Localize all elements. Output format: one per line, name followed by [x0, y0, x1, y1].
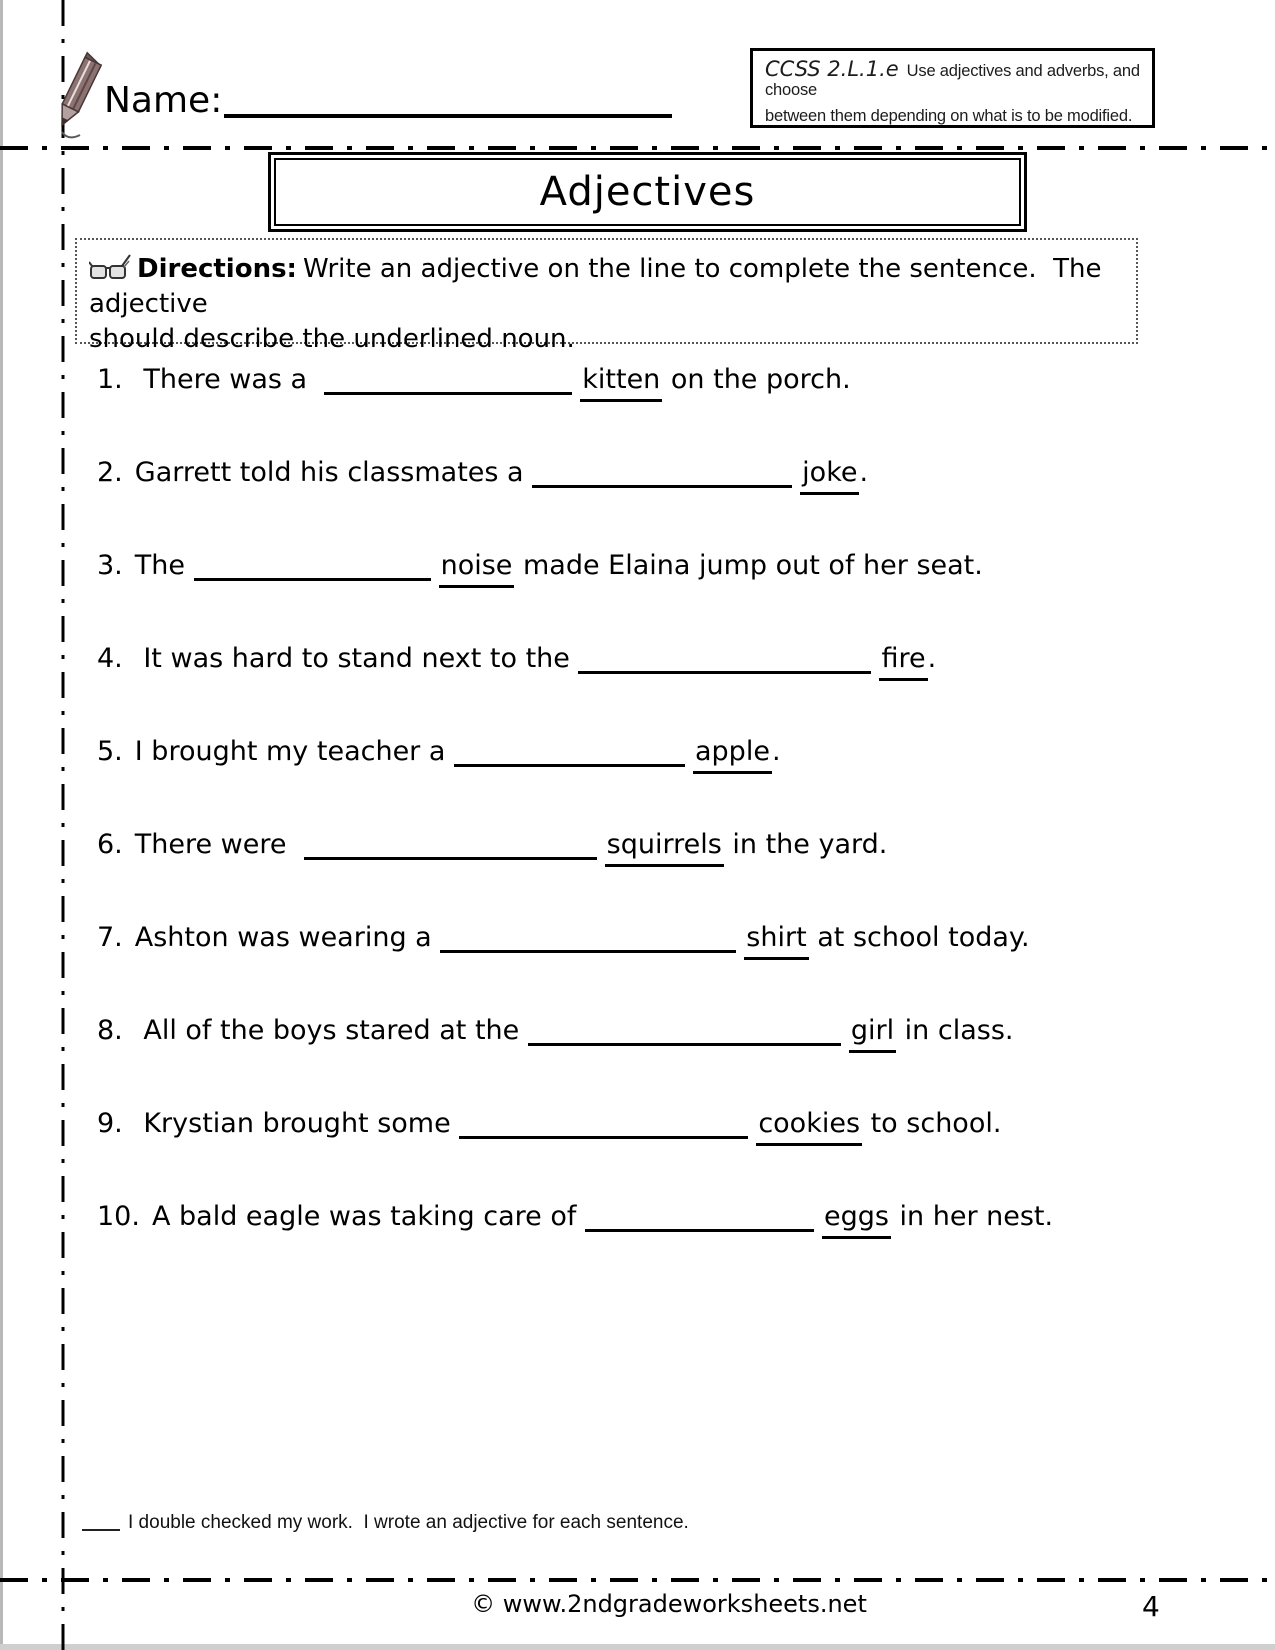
page-title: Adjectives [539, 169, 756, 215]
title-box [268, 152, 1027, 232]
question-list [97, 362, 1189, 1292]
answer-blank[interactable] [578, 647, 871, 674]
underlined-noun: fire [879, 641, 927, 681]
question-text-post: on the porch. [662, 364, 851, 395]
question-row-1 [97, 362, 1189, 402]
underlined-noun: cookies [756, 1106, 862, 1146]
underlined-noun: shirt [744, 920, 808, 960]
page-left-edge [0, 0, 3, 1650]
page-number: 4 [1142, 1590, 1160, 1623]
question-text-pre: Garrett told his classmates a [134, 457, 533, 488]
answer-blank[interactable] [532, 461, 792, 488]
question-text-pre: There was a [134, 364, 325, 395]
directions-box [75, 238, 1138, 354]
directions-label: Directions: [137, 254, 297, 284]
answer-blank[interactable] [454, 740, 685, 767]
self-check-blank[interactable] [82, 1517, 120, 1531]
underlined-noun: girl [849, 1013, 896, 1053]
self-check-row [82, 1512, 689, 1534]
question-text-post: to school. [862, 1108, 1002, 1139]
question-text-post: in the yard. [723, 829, 888, 860]
question-text-pre: The [134, 550, 194, 581]
question-row-10 [97, 1199, 1189, 1239]
question-text-pre: There were [134, 829, 304, 860]
ccss-code: CCSS 2.L.1.e [765, 57, 899, 81]
ccss-line1 [765, 57, 1140, 100]
question-text-pre: All of the boys stared at the [134, 1015, 528, 1046]
self-check-text: I double checked my work. I wrote an adjective for each sentence. [128, 1512, 689, 1533]
question-number: 10. [97, 1201, 140, 1232]
page-bottom-edge [0, 1644, 1275, 1650]
directions-text-line2: should describe the underlined noun. [89, 324, 575, 354]
name-row [104, 80, 672, 121]
question-number: 3. [97, 550, 123, 581]
question-row-4 [97, 641, 1189, 681]
question-number: 6. [97, 829, 123, 860]
question-text-post: in her nest. [890, 1201, 1054, 1232]
answer-blank[interactable] [194, 554, 431, 581]
question-row-8 [97, 1013, 1189, 1053]
footer-credit: © www.2ndgradeworksheets.net [471, 1590, 867, 1618]
answer-blank[interactable] [528, 1019, 841, 1046]
title-box-inner [274, 158, 1021, 226]
question-text-post: . [771, 736, 781, 767]
question-number: 1. [97, 364, 123, 395]
underlined-noun: noise [439, 548, 515, 588]
question-text-post: . [859, 457, 869, 488]
question-number: 5. [97, 736, 123, 767]
reading-glasses-icon [89, 253, 131, 281]
question-text-pre: I brought my teacher a [134, 736, 454, 767]
question-text-post: at school today. [808, 922, 1030, 953]
question-row-9 [97, 1106, 1189, 1146]
question-row-6 [97, 827, 1189, 867]
question-number: 2. [97, 457, 123, 488]
underlined-noun: apple [693, 734, 772, 774]
pencil-icon [48, 46, 104, 142]
answer-blank[interactable] [459, 1112, 748, 1139]
answer-blank[interactable] [440, 926, 736, 953]
question-text-post: in class. [896, 1015, 1014, 1046]
ccss-standard-box [750, 48, 1155, 128]
question-number: 4. [97, 643, 123, 674]
question-row-7 [97, 920, 1189, 960]
question-text-pre: Ashton was wearing a [134, 922, 441, 953]
question-row-5 [97, 734, 1189, 774]
question-text-pre: Krystian brought some [134, 1108, 460, 1139]
name-input-line[interactable] [224, 88, 672, 118]
question-text-pre: It was hard to stand next to the [134, 643, 579, 674]
underlined-noun: squirrels [605, 827, 724, 867]
ccss-text-line2: between them depending on what is to be modified. [765, 107, 1133, 125]
ccss-text-line1: Use adjectives and adverbs, and choose [765, 62, 1140, 99]
question-number: 7. [97, 922, 123, 953]
question-text-pre: A bald eagle was taking care of [151, 1201, 585, 1232]
question-number: 9. [97, 1108, 123, 1139]
underlined-noun: kitten [580, 362, 662, 402]
answer-blank[interactable] [304, 833, 597, 860]
underlined-noun: joke [800, 455, 859, 495]
question-text-post: made Elaina jump out of her seat. [514, 550, 983, 581]
answer-blank[interactable] [585, 1205, 814, 1232]
question-number: 8. [97, 1015, 123, 1046]
question-row-3 [97, 548, 1189, 588]
name-label: Name: [104, 80, 223, 121]
answer-blank[interactable] [324, 368, 572, 395]
question-text-post: . [927, 643, 937, 674]
underlined-noun: eggs [822, 1199, 891, 1239]
question-row-2 [97, 455, 1189, 495]
directions-text-line1: Write an adjective on the line to complete the sentence. The adjective [89, 254, 1110, 319]
